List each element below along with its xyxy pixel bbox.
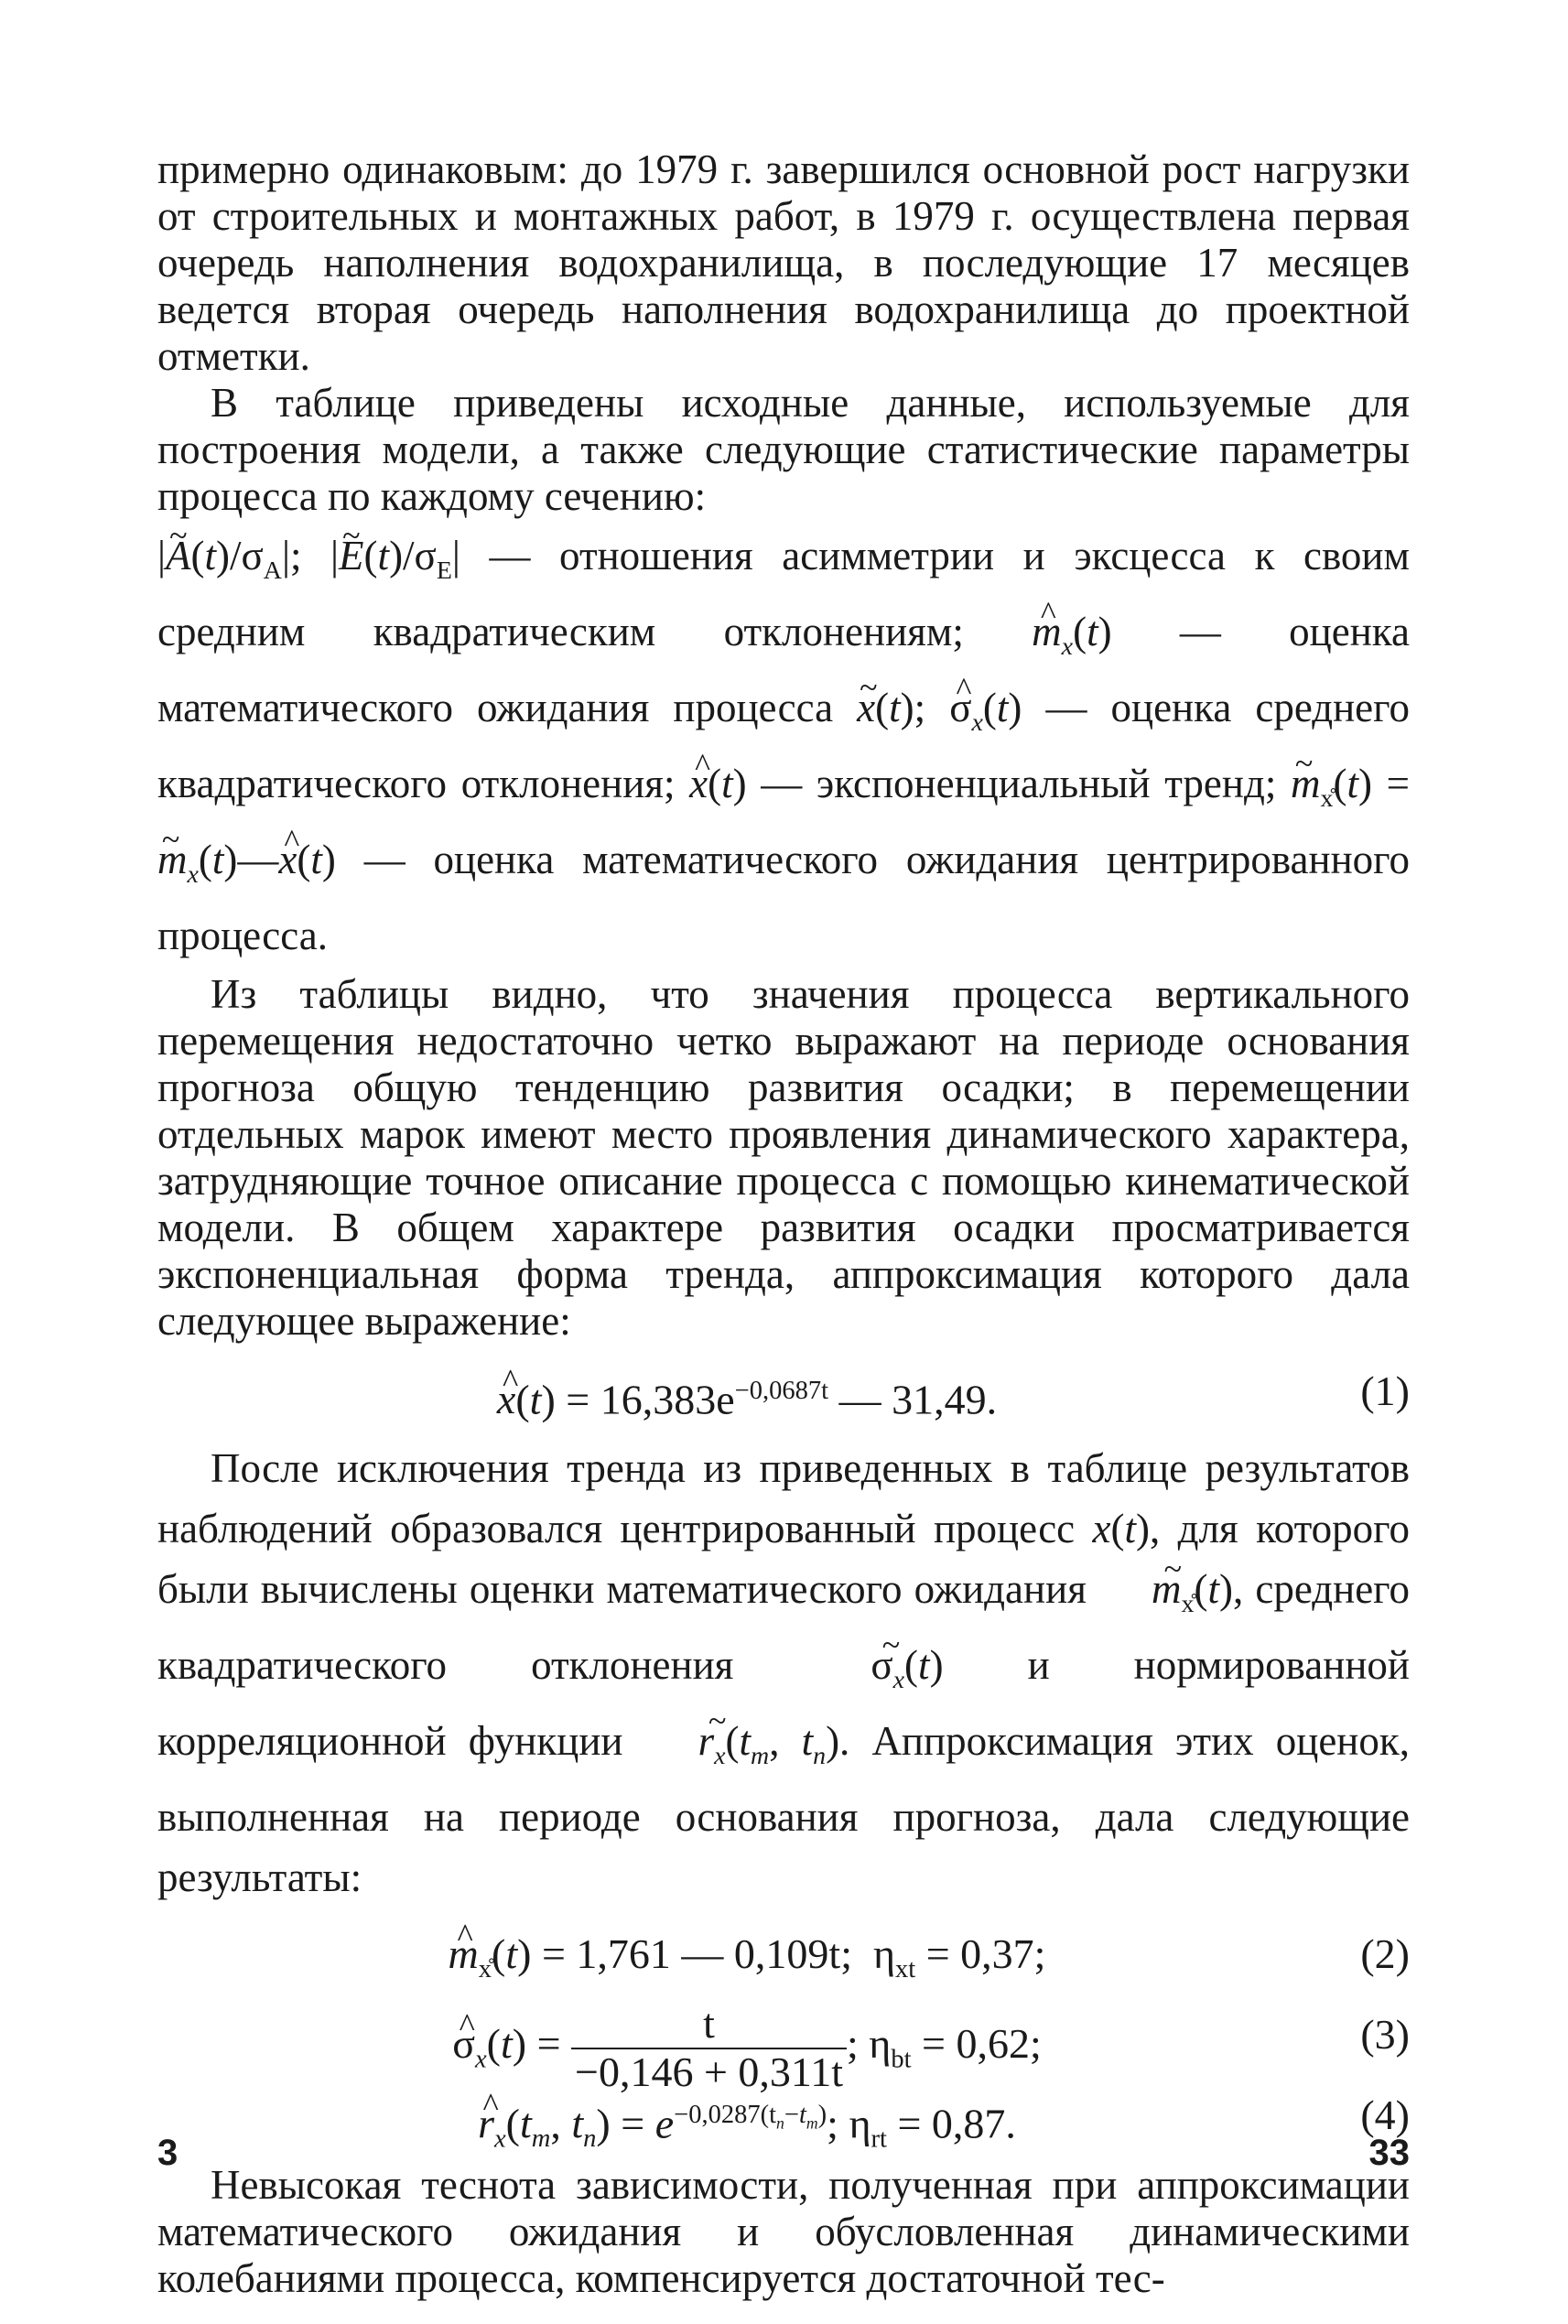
equation-4: ^ $r_x(t_m$, $t_n) = e^{-0,0287(t_n-t_m)}$; $\eta_{rt} = 0,87$. (4) <box>157 2081 1410 2149</box>
paragraph-6: Невысокая теснота зависимости, полученная при аппроксимации математического ожидания и обусловленная динамическими колебаниями процесса, компенсируется достаточной тес- <box>157 2162 1410 2301</box>
equation-number-4: (4) <box>1360 2092 1410 2138</box>
paragraph-1: примерно одинаковым: до 1979 г. завершился основной рост нагрузки от строительных и монтажных работ, в 1979 г. осуществлена первая очередь наполнения водохранилища, в последующие 17 месяцев ведется вторая очередь наполнения водохранилища до проектной отметки. <box>157 146 1410 379</box>
paragraph-5: После исключения тренда из приведенных в таблице результатов наблюдений образовался центрированный процесс x(t), для которого были вычислены оценки математического ожидания ~ $m_{x̊}(t)$, среднего квадратического отклонения ~ $\sigma_x(t)$ и нормированной корреляционной функции ~ $r_x(t_m$, $t_n$). Аппроксимация этих оценок, выполненная на периоде основания прогноза, дала следующие результаты: <box>157 1438 1410 1908</box>
paragraph-definitions: |~ $A(t)/\sigma_A|$; |~ $E(t)/\sigma_E|$ — отношения асимметрии и эксцесса к своим средним квадратическим отклонениям; ^ $m_x(t)$ — оценка математического ожидания процесса ~ x(t); ^ $\sigma_x(t)$ — оценка среднего квадратического отклонения; ^ x(t) — экспоненциальный тренд; ~ $m_{x̊}(t)$ = ~ $m_x(t)—\^{}$ x(t) — оценка математического ожидания центрированного процесса. <box>157 525 1410 966</box>
equation-1: ^ $x(t) = 16,383e^{-0,0687t}$ — 31,49. (1) <box>157 1357 1410 1425</box>
signature-number: 3 <box>157 2133 178 2173</box>
definition-asym: — отношения асимметрии и эксцесса к своим средним квадратическим отклонениям; <box>157 533 1410 654</box>
equation-number-2: (2) <box>1360 1930 1410 1977</box>
equation-2: ^ $m_{x̊}(t) = 1,761$ — 0,109t; $\eta_{xt} = 0,37$; (2) <box>157 1920 1410 1988</box>
definition-sigma: — оценка среднего квадратического отклонения; <box>157 685 1410 806</box>
definition-trend: — экспоненциальный тренд; <box>761 761 1277 806</box>
paragraph-2: В таблице приведены исходные данные, используемые для построения модели, а также следующие статистические параметры процесса по каждому сечению: <box>157 380 1410 519</box>
equation-number-1: (1) <box>1360 1367 1410 1414</box>
equation-3: ^ $\sigma_x(t)$ = $\frac{t}{-0,146 + 0,311t}$ ; $\eta_{bt} = 0,62$; (3) <box>157 2001 1410 2069</box>
equation-number-3: (3) <box>1360 2011 1410 2058</box>
text-body <box>157 146 1410 2302</box>
definition-centered: — оценка математического ожидания центрированного процесса. <box>157 837 1410 958</box>
paragraph-4: Из таблицы видно, что значения процесса вертикального перемещения недостаточно четко выражают на периоде основания прогноза общую тенденцию развития осадки; в перемещении отдельных марок имеют место проявления динамического характера, затрудняющие точное описание процесса с помощью кинематической модели. В общем характере развития осадки просматривается экспоненциальная форма тренда, аппроксимация которого дала следующее выражение: <box>157 971 1410 1344</box>
definition-mean: — оценка математического ожидания процесса <box>157 609 1410 730</box>
page-number: 33 <box>1368 2133 1410 2173</box>
